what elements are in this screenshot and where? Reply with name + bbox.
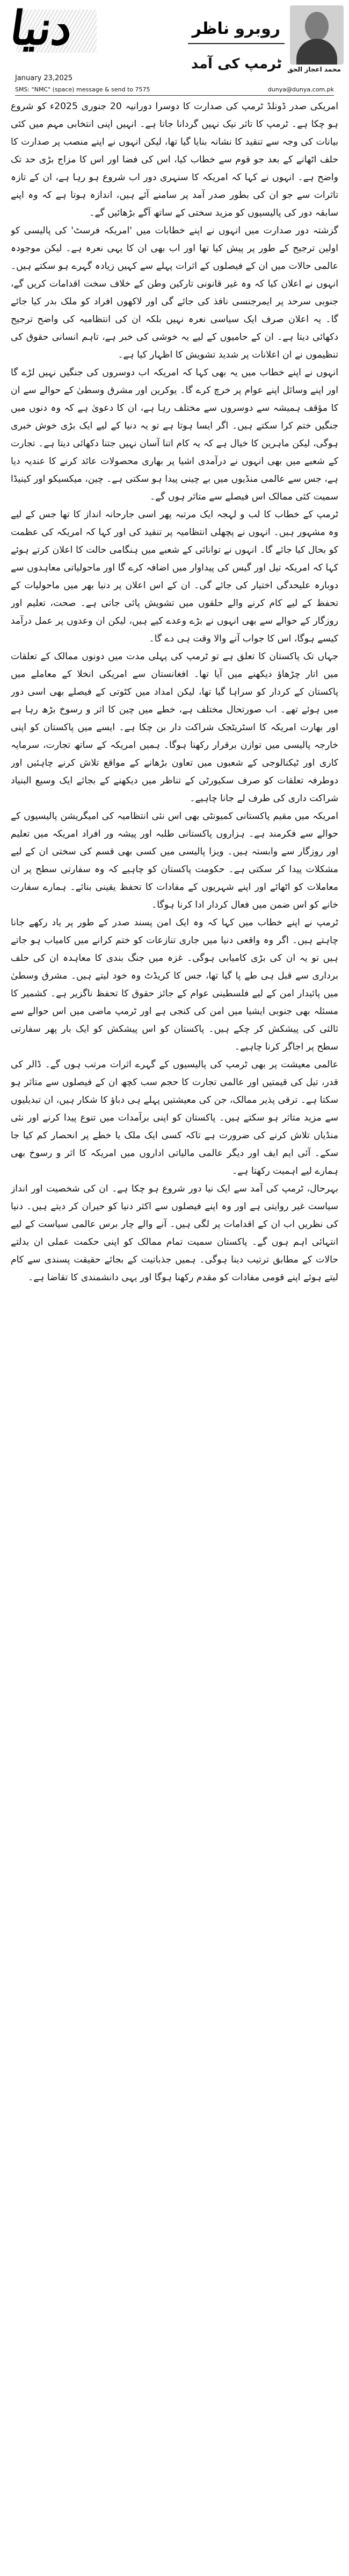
article-headline: ٹرمپ کی آمد [191,56,282,72]
author-photo-head [305,12,329,41]
contact-line [15,86,334,96]
article-paragraph: امریکی صدر ڈونلڈ ٹرمپ کی صدارت کا دوسرا دورانیہ 20 جنوری 2025ء کو شروع ہو چکا ہے۔ ٹرمپ کا تاثر نیک نہیں گردانا جاتا ہے۔ انہیں اپنی انتخابی مہم میں کئی بیانات کی وجہ سے تنقید کا نشانہ بنایا گیا تھا، لیکن انہوں نے اپنے منصب پر صدارت کا حلف اٹھانے کے بعد جو قوم سے خطاب کیا، اس کی فضا اور اس کا مزاج بڑی حد تک واضح ہے۔ انہوں نے کہا کہ امریکہ کا سنہری دور اب شروع ہو رہا ہے، ان کے تازہ تاثرات سے جو ان کی بطور صدر آمد پر سامنے آئے ہیں، اندازہ ہوتا ہے کہ وہ اپنے سابقہ دور کی پالیسیوں کو مزید سختی کے ساتھ آگے بڑھائیں گے۔ [11,101,338,218]
article-paragraph: انہوں نے اپنے خطاب میں یہ بھی کہا کہ امریکہ اب دوسروں کی جنگیں نہیں لڑے گا اور اپنے وسائل اپنے عوام پر خرچ کرے گا۔ یوکرین اور مشرق وسطیٰ کے حوالے سے ان کا مؤقف ہمیشہ سے دوسروں سے مختلف رہا ہے، ان کا دعویٰ ہے کہ وہ دنوں میں جنگیں ختم کرا سکتے ہیں۔ اگر ایسا ہوتا ہے تو یہ دنیا کے لیے ایک بڑی خوش خبری ہوگی، لیکن ماہرین کا خیال ہے کہ یہ کام اتنا آسان نہیں جتنا دکھائی دیتا ہے۔ تجارت کے شعبے میں بھی انہوں نے درآمدی اشیا پر بھاری محصولات عائد کرنے کا عندیہ دیا ہے، جس سے عالمی منڈیوں میں بے چینی پیدا ہو سکتی ہے۔ چین، میکسیکو اور کینیڈا سمیت کئی ممالک اس فیصلے سے متاثر ہوں گے۔ [11,367,338,502]
column-badge [188,14,285,44]
author-photo-body [296,39,337,65]
masthead [0,0,349,86]
sms-info: SMS: "NMC" (space) message & send to 7575 [15,86,150,93]
article-paragraph: ٹرمپ نے اپنے خطاب میں کہا کہ وہ ایک امن پسند صدر کے طور پر یاد رکھے جانا چاہتے ہیں۔ اگر وہ واقعی دنیا میں جاری تنازعات کو ختم کرانے میں کامیاب ہو جاتے ہیں تو یہ ان کی بڑی کامیابی ہوگی۔ غزہ میں جنگ بندی کا معاہدہ ان کی حلف برداری سے قبل ہی طے پا گیا تھا، جس کا کریڈٹ وہ خود لیتے ہیں۔ مشرق وسطیٰ میں پائیدار امن کے لیے فلسطینی عوام کے جائز حقوق کا تحفظ ناگزیر ہے۔ کشمیر کا مسئلہ بھی جنوبی ایشیا میں امن کی کنجی ہے اور ٹرمپ ماضی میں اس حوالے سے ثالثی کی پیشکش کر چکے ہیں۔ پاکستان کو اس پیشکش کو ایک بار پھر سفارتی سطح پر اجاگر کرنا چاہیے۔ [11,917,338,1052]
publish-date: January 23,2025 [15,74,73,82]
contact-email[interactable]: dunya@dunya.com.pk [267,86,334,93]
article-body [11,98,338,2566]
article-paragraph: ٹرمپ کے خطاب کا لب و لہجہ ایک مرتبہ پھر اسی جارحانہ انداز کا تھا جس کے لیے وہ مشہور ہیں۔ انہوں نے پچھلی انتظامیہ پر تنقید کی اور کہا کہ امریکہ کی عظمت کو بحال کیا جائے گا۔ انہوں نے توانائی کے شعبے میں ہنگامی حالت کا اعلان کرتے ہوئے کہا کہ امریکہ تیل اور گیس کی پیداوار میں اضافہ کرے گا اور ماحولیاتی معاہدوں سے دوبارہ علیحدگی اختیار کی جائے گی۔ ان کے اس اعلان پر دنیا بھر میں ماحولیات کے تحفظ کے لیے کام کرنے والے حلقوں میں تشویش پائی جاتی ہے۔ صحت، تعلیم اور روزگار کے حوالے سے بھی انہوں نے بڑے وعدے کیے ہیں، لیکن ان وعدوں پر عمل درآمد کیسے ہوگا، اس کا جواب آنے والا وقت ہی دے گا۔ [11,509,338,644]
article-paragraph: گزشتہ دور صدارت میں انہوں نے اپنے خطابات میں 'امریکہ فرسٹ' کی پالیسی کو اولین ترجیح کے طور پر پیش کیا تھا اور اب بھی ان کا یہی نعرہ ہے۔ لیکن موجودہ عالمی حالات میں ان کے فیصلوں کے اثرات پہلے سے کہیں زیادہ گہرے ہو سکتے ہیں۔ انہوں نے اعلان کیا کہ وہ غیر قانونی تارکین وطن کے خلاف سخت اقدامات کریں گے، جنوبی سرحد پر ایمرجنسی نافذ کی جائے گی اور لاکھوں افراد کو ملک بدر کیا جائے گا۔ یہ اعلان صرف ایک سیاسی نعرہ نہیں بلکہ ان کی انتظامیہ کی واضح ترجیح دکھائی دیتا ہے۔ ان کے حامیوں کے لیے یہ خوشی کی خبر ہے، تاہم انسانی حقوق کی تنظیموں نے ان اعلانات پر شدید تشویش کا اظہار کیا ہے۔ [11,225,338,360]
column-title-part1: روبرو [235,19,280,38]
article-paragraph: عالمی معیشت پر بھی ٹرمپ کی پالیسیوں کے گہرے اثرات مرتب ہوں گے۔ ڈالر کی قدر، تیل کی قیمتیں اور عالمی تجارت کا حجم سب کچھ ان کے فیصلوں سے متاثر ہو سکتا ہے۔ ترقی پذیر ممالک، جن کی معیشتیں پہلے ہی دباؤ کا شکار ہیں، ان تبدیلیوں سے مزید متاثر ہو سکتے ہیں۔ پاکستان کو اپنی برآمدات میں تنوع پیدا کرنے اور نئی منڈیاں تلاش کرنے کی ضرورت ہے تاکہ کسی ایک ملک یا خطے پر انحصار کم کیا جا سکے۔ آئی ایم ایف اور دیگر عالمی مالیاتی اداروں میں امریکہ کا اثر و رسوخ بھی ہمارے لیے اہمیت رکھتا ہے۔ [11,1059,338,1176]
author-name: محمد اعجاز الحق [287,66,341,73]
column-title [188,19,285,38]
article-paragraph: بہرحال، ٹرمپ کی آمد سے ایک نیا دور شروع ہو چکا ہے۔ ان کی شخصیت اور انداز سیاست غیر روایتی ہے اور وہ اپنے فیصلوں سے اکثر دنیا کو حیران کر دیتے ہیں۔ دنیا کی نظریں اب ان کے اقدامات پر لگی ہیں۔ آنے والے چار برس عالمی سیاست کے لیے انتہائی اہم ہوں گے۔ پاکستان سمیت تمام ممالک کو اپنی حکمت عملی ان بدلتے حالات کے مطابق ترتیب دینا ہوگی۔ ہمیں جذباتیت کے بجائے حقیقت پسندی سے کام لیتے ہوئے اپنے قومی مفادات کو مقدم رکھنا ہوگا اور یہی دانشمندی کا تقاضا ہے۔ [11,1183,338,1283]
column-title-part2: ناظر [192,19,230,38]
logo-text: دنیا [6,1,76,55]
author-photo [290,5,344,65]
article-paragraph: امریکہ میں مقیم پاکستانی کمیونٹی بھی اس نئی انتظامیہ کی امیگریشن پالیسیوں کے حوالے سے فکرمند ہے۔ ہزاروں پاکستانی طلبہ اور پیشہ ور افراد امریکہ میں تعلیم اور روزگار سے وابستہ ہیں۔ ویزا پالیسی میں کسی بھی قسم کی سختی ان کے لیے مشکلات پیدا کر سکتی ہے۔ حکومت پاکستان کو چاہیے کہ وہ سفارتی سطح پر ان معاملات کو اٹھائے اور اپنے شہریوں کے مفادات کا تحفظ یقینی بنائے۔ ہمارے سفارت خانے کو اس ضمن میں فعال کردار ادا کرنا ہوگا۔ [11,811,338,910]
article-paragraph: جہاں تک پاکستان کا تعلق ہے تو ٹرمپ کی پہلی مدت میں دونوں ممالک کے تعلقات میں اتار چڑھاؤ دیکھنے میں آیا تھا۔ افغانستان سے امریکی انخلا کے معاملے میں پاکستان کے کردار کو سراہا گیا تھا، لیکن امداد میں کٹوتی کے فیصلے بھی اسی دور میں ہوئے تھے۔ اب صورتحال مختلف ہے، خطے میں چین کا اثر و رسوخ بڑھ رہا ہے اور بھارت امریکہ کا اسٹریٹجک شراکت دار بن چکا ہے۔ ایسے میں پاکستان کو اپنی خارجہ پالیسی میں توازن برقرار رکھنا ہوگا۔ ہمیں امریکہ کے ساتھ تجارت، سرمایہ کاری اور ٹیکنالوجی کے شعبوں میں تعاون بڑھانے کے مواقع تلاش کرنے چاہئیں اور دوطرفہ تعلقات کو صرف سکیورٹی کے تناظر میں دیکھنے کے بجائے ایک وسیع البنیاد شراکت داری کی طرف لے جانا چاہیے۔ [11,651,338,804]
newspaper-logo [6,1,107,70]
